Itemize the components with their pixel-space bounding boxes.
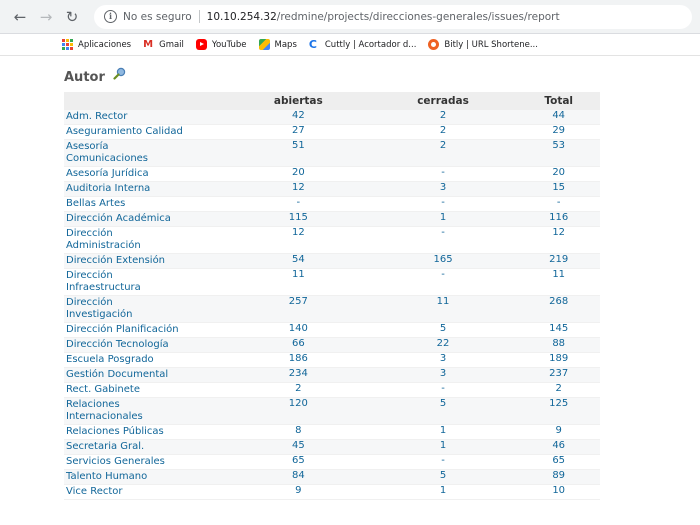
url-path: /redmine/projects/direcciones-generales/issues/report [276, 10, 560, 23]
abiertas-count-link[interactable]: 120 [288, 398, 308, 409]
abiertas-count-link[interactable]: 140 [288, 323, 308, 334]
omnibox-divider [199, 10, 200, 23]
cerradas-count-link[interactable]: 1 [439, 485, 447, 496]
author-link[interactable]: Adm. Rector [66, 111, 128, 122]
author-link[interactable]: Escuela Posgrado [66, 354, 154, 365]
abiertas-count-link[interactable]: 8 [295, 425, 302, 436]
abiertas-count-link[interactable]: 42 [291, 110, 305, 121]
author-link[interactable]: Dirección Extensión [66, 255, 166, 266]
zoom-report-icon[interactable] [113, 67, 127, 81]
total-count-link[interactable]: 237 [549, 368, 569, 379]
cerradas-count-link[interactable]: 11 [436, 296, 450, 307]
abiertas-count-link[interactable]: 65 [291, 455, 305, 466]
abiertas-count-link[interactable]: 84 [291, 470, 305, 481]
table-row [64, 140, 600, 167]
cerradas-count-link[interactable]: 22 [436, 338, 450, 349]
bookmark-label: Bitly | URL Shortene... [444, 39, 538, 50]
report-table [64, 92, 600, 500]
author-link[interactable]: Relaciones Públicas [66, 426, 164, 437]
column-header-author [64, 92, 228, 110]
reload-icon[interactable]: ↻ [65, 7, 79, 26]
column-header-abiertas: abiertas [228, 92, 369, 110]
total-count-link[interactable]: 11 [552, 269, 566, 280]
total-count-link[interactable]: 219 [549, 254, 569, 265]
forward-arrow-icon[interactable]: → [39, 7, 53, 26]
report-table-body [64, 110, 600, 500]
abiertas-count-link[interactable]: 257 [288, 296, 308, 307]
abiertas-count-link[interactable]: 186 [288, 353, 308, 364]
total-count-link[interactable]: 44 [552, 110, 566, 121]
abiertas-count-link[interactable]: 9 [295, 485, 302, 496]
author-link[interactable]: Dirección Administración [66, 228, 141, 251]
table-row [64, 323, 600, 338]
table-row [64, 485, 600, 500]
total-count-link[interactable]: 89 [552, 470, 566, 481]
author-link[interactable]: Vice Rector [66, 486, 123, 497]
total-count-link[interactable]: 12 [552, 227, 566, 238]
bookmark-aplicaciones[interactable] [62, 39, 131, 50]
author-link[interactable]: Dirección Infraestructura [66, 270, 141, 293]
abiertas-count-link[interactable]: 115 [288, 212, 308, 223]
total-count-link: - [556, 197, 561, 208]
table-row [64, 212, 600, 227]
abiertas-count-link[interactable]: 66 [291, 338, 305, 349]
bitly-icon [428, 39, 439, 50]
cerradas-count-link[interactable]: 1 [439, 440, 447, 451]
total-count-link[interactable]: 9 [555, 425, 562, 436]
cerradas-count-link: - [441, 167, 445, 178]
table-header-row [64, 92, 600, 110]
author-link[interactable]: Asesoría Jurídica [66, 168, 149, 179]
bookmark-gmail[interactable] [143, 39, 184, 50]
abiertas-count-link[interactable]: 54 [291, 254, 305, 265]
cerradas-count-link[interactable]: 3 [439, 368, 447, 379]
cerradas-count-link: - [441, 455, 445, 466]
author-link[interactable]: Secretaria Gral. [66, 441, 145, 452]
total-count-link[interactable]: 10 [552, 485, 566, 496]
page-content [0, 56, 700, 500]
abiertas-count-link[interactable]: 27 [291, 125, 305, 136]
total-count-link[interactable]: 15 [552, 182, 566, 193]
author-link[interactable]: Aseguramiento Calidad [66, 126, 183, 137]
table-row [64, 296, 600, 323]
total-count-link[interactable]: 116 [549, 212, 569, 223]
abiertas-count-link[interactable]: 12 [291, 227, 305, 238]
total-count-link[interactable]: 20 [552, 167, 566, 178]
author-link[interactable]: Dirección Académica [66, 213, 171, 224]
author-link[interactable]: Dirección Tecnología [66, 339, 169, 350]
cerradas-count-link: - [441, 383, 445, 394]
bookmark-maps[interactable] [259, 39, 297, 50]
report-title: Autor [64, 69, 105, 85]
table-row [64, 368, 600, 383]
table-row [64, 398, 600, 425]
bookmarks-bar [0, 34, 700, 56]
apps-grid-icon [62, 39, 73, 50]
bookmark-label: Aplicaciones [78, 39, 132, 50]
table-row [64, 110, 600, 125]
author-link[interactable]: Relaciones Internacionales [66, 399, 143, 422]
browser-toolbar [0, 0, 700, 34]
table-row [64, 167, 600, 182]
cerradas-count-link: - [441, 227, 445, 238]
gmail-icon: M [143, 39, 154, 50]
cerradas-count-link[interactable]: 1 [439, 425, 447, 436]
table-row [64, 197, 600, 212]
table-row [64, 440, 600, 455]
bookmark-label: Gmail [159, 39, 184, 50]
author-link[interactable]: Rect. Gabinete [66, 384, 140, 395]
total-count-link[interactable]: 189 [549, 353, 569, 364]
cerradas-count-link[interactable]: 2 [439, 125, 447, 136]
author-link[interactable]: Bellas Artes [66, 198, 126, 209]
cerradas-count-link[interactable]: 165 [433, 254, 453, 265]
cerradas-count-link: - [441, 269, 445, 280]
total-count-link[interactable]: 65 [552, 455, 566, 466]
total-count-link[interactable]: 125 [549, 398, 569, 409]
maps-icon [259, 39, 270, 50]
total-count-link[interactable]: 88 [552, 338, 566, 349]
author-link[interactable]: Asesoría Comunicaciones [66, 141, 149, 164]
cerradas-count-link[interactable]: 5 [439, 323, 447, 334]
total-count-link[interactable]: 46 [552, 440, 566, 451]
bookmark-label: YouTube [211, 39, 247, 50]
address-bar[interactable] [94, 5, 692, 29]
cuttly-icon: C [308, 38, 317, 51]
table-row [64, 470, 600, 485]
table-row [64, 254, 600, 269]
total-count-link[interactable]: 268 [549, 296, 569, 307]
cerradas-count-link[interactable]: 5 [439, 398, 447, 409]
total-count-link[interactable]: 53 [552, 140, 566, 151]
cerradas-count-link[interactable]: 1 [439, 212, 447, 223]
cerradas-count-link[interactable]: 2 [439, 110, 447, 121]
youtube-icon [196, 39, 207, 50]
bookmark-label: Maps [274, 39, 297, 50]
abiertas-count-link[interactable]: 12 [291, 182, 305, 193]
author-link[interactable]: Dirección Planificación [66, 324, 179, 335]
report-heading [64, 66, 700, 88]
author-link[interactable]: Talento Humano [66, 471, 148, 482]
author-link[interactable]: Servicios Generales [66, 456, 165, 467]
table-row [64, 269, 600, 296]
abiertas-count-link[interactable]: 45 [291, 440, 305, 451]
cerradas-count-link[interactable]: 5 [439, 470, 447, 481]
total-count-link[interactable]: 2 [555, 383, 562, 394]
author-link[interactable]: Dirección Investigación [66, 297, 133, 320]
abiertas-count-link[interactable]: 2 [295, 383, 302, 394]
abiertas-count-link[interactable]: 11 [291, 269, 305, 280]
bookmark-label: Cuttly | Acortador d... [324, 39, 417, 50]
cerradas-count-link[interactable]: 3 [439, 353, 447, 364]
security-label: No es seguro [123, 10, 192, 23]
cerradas-count-link[interactable]: 3 [439, 182, 447, 193]
bookmark-bitly[interactable] [428, 39, 538, 50]
abiertas-count-link[interactable]: 234 [288, 368, 308, 379]
author-link[interactable]: Gestión Documental [66, 369, 169, 380]
table-row [64, 182, 600, 197]
table-row [64, 227, 600, 254]
cerradas-count-link[interactable]: 2 [439, 140, 447, 151]
cerradas-count-link: - [441, 197, 445, 208]
back-arrow-icon[interactable]: ← [13, 7, 27, 26]
table-row [64, 125, 600, 140]
table-row [64, 383, 600, 398]
info-icon[interactable]: i [104, 10, 117, 23]
abiertas-count-link: - [296, 197, 301, 208]
total-count-link[interactable]: 29 [552, 125, 566, 136]
column-header-total: Total [517, 92, 600, 110]
author-link[interactable]: Auditoria Interna [66, 183, 151, 194]
table-row [64, 353, 600, 368]
table-row [64, 338, 600, 353]
url-host: 10.10.254.32 [206, 10, 277, 23]
column-header-cerradas: cerradas [369, 92, 518, 110]
abiertas-count-link[interactable]: 51 [291, 140, 305, 151]
table-row [64, 455, 600, 470]
table-row [64, 425, 600, 440]
abiertas-count-link[interactable]: 20 [291, 167, 305, 178]
bookmark-youtube[interactable] [196, 39, 247, 50]
bookmark-cuttly[interactable] [309, 39, 417, 50]
total-count-link[interactable]: 145 [549, 323, 569, 334]
